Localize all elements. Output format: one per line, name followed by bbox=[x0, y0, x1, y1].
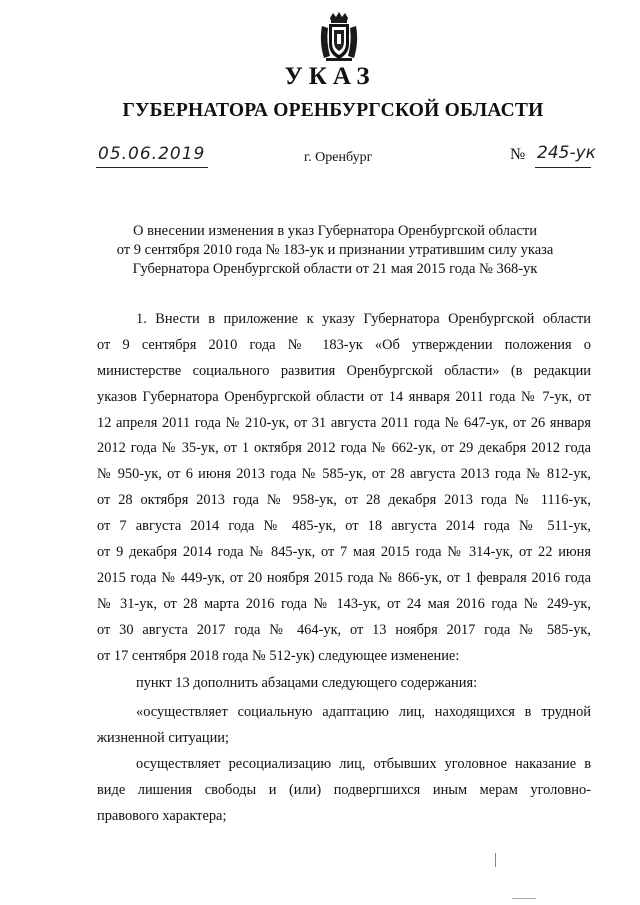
document-number: 245-ук bbox=[537, 143, 596, 163]
document-heading bbox=[0, 222, 640, 279]
paragraph-line: от 9 сентября 2010 года № 183-ук «Об утверждении положения о bbox=[97, 336, 591, 353]
document-title: УКАЗ bbox=[284, 63, 376, 90]
paragraph-4 bbox=[97, 752, 591, 830]
document-date: 05.06.2019 bbox=[98, 144, 206, 164]
coat-of-arms-emblem bbox=[316, 12, 362, 62]
paragraph-line: от 28 октября 2013 года № 958-ук, от 28 декабря 2013 года № 1116-ук, bbox=[97, 492, 591, 509]
scan-mark bbox=[495, 853, 496, 867]
paragraph-line: 1. Внести в приложение к указу Губернатора Оренбургской области bbox=[136, 311, 591, 327]
paragraph-line: от 30 августа 2017 года № 464-ук, от 13 ноября 2017 года № 585-ук, bbox=[97, 621, 591, 638]
paragraph-line: жизненной ситуации; bbox=[97, 729, 229, 746]
paragraph-line: от 17 сентября 2018 года № 512-ук) следующее изменение: bbox=[97, 647, 460, 664]
heading-line: от 9 сентября 2010 года № 183-ук и признании утратившим силу указа bbox=[116, 242, 554, 258]
number-label: № bbox=[510, 146, 526, 163]
paragraph-line: осуществляет ресоциализацию лиц, отбывших уголовное наказание в bbox=[136, 756, 591, 772]
paragraph-line: от 9 декабря 2014 года № 845-ук, от 7 мая 2015 года № 314-ук, от 22 июня bbox=[97, 544, 591, 561]
paragraph-1 bbox=[97, 307, 591, 669]
document-subtitle: ГУБЕРНАТОРА ОРЕНБУРГСКОЙ ОБЛАСТИ bbox=[122, 100, 544, 121]
paragraph-line: № 31-ук, от 28 марта 2016 года № 143-ук, от 24 мая 2016 года № 249-ук, bbox=[97, 595, 591, 612]
paragraph-line: от 7 августа 2014 года № 485-ук, от 18 августа 2014 года № 511-ук, bbox=[97, 518, 591, 535]
paragraph-3 bbox=[97, 700, 591, 752]
document-city: г. Оренбург bbox=[304, 150, 373, 165]
paragraph-line: министерстве социального развития Оренбургской области» (в редакции bbox=[97, 362, 591, 379]
heading-line: О внесении изменения в указ Губернатора Оренбургской области bbox=[132, 223, 538, 239]
scan-mark bbox=[512, 898, 536, 899]
heading-line: Губернатора Оренбургской области от 21 мая 2015 года № 368-ук bbox=[132, 261, 538, 277]
paragraph-line: № 950-ук, от 6 июня 2013 года № 585-ук, от 28 августа 2013 года № 812-ук, bbox=[97, 466, 591, 483]
paragraph-line: указов Губернатора Оренбургской области от 14 января 2011 года № 7-ук, от bbox=[97, 388, 591, 405]
paragraph-line: «осуществляет социальную адаптацию лиц, находящихся в трудной bbox=[136, 704, 591, 720]
paragraph-line: 2015 года № 449-ук, от 20 ноября 2015 года № 866-ук, от 1 февраля 2016 года bbox=[97, 569, 591, 586]
paragraph-line: 2012 года № 35-ук, от 1 октября 2012 года № 662-ук, от 29 декабря 2012 года bbox=[97, 440, 591, 457]
paragraph-2: пункт 13 дополнить абзацами следующего содержания: bbox=[136, 675, 478, 691]
paragraph-line: правового характера; bbox=[97, 807, 227, 824]
paragraph-line: 12 апреля 2011 года № 210-ук, от 31 августа 2011 года № 647-ук, от 26 января bbox=[97, 414, 591, 431]
paragraph-line: виде лишения свободы и (или) подвергшихся иным мерам уголовно- bbox=[97, 781, 591, 798]
